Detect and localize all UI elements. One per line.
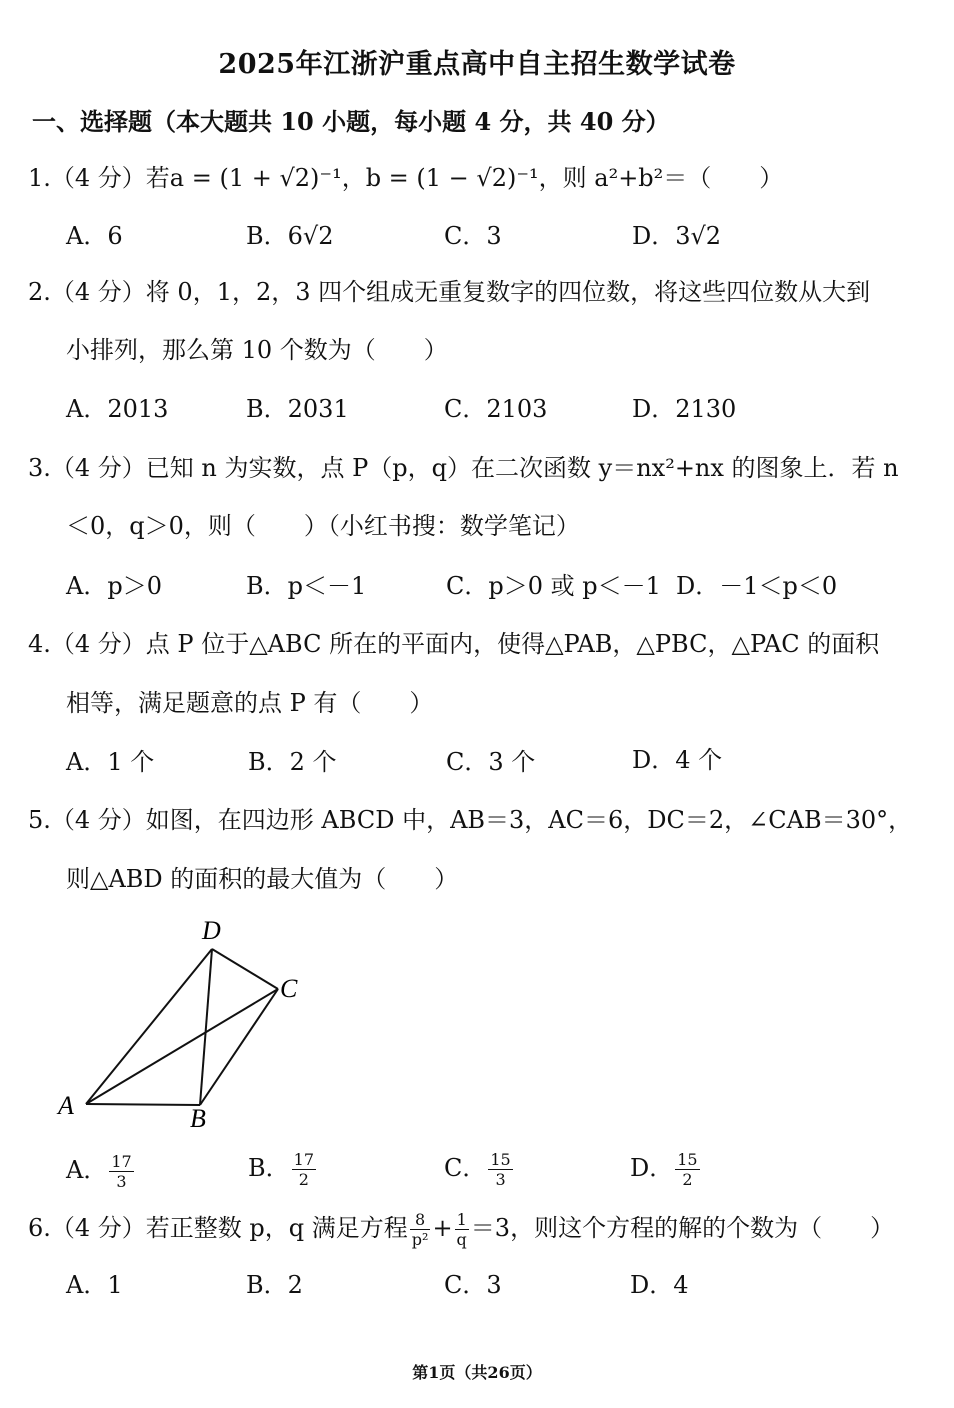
q6-prefix: 6.（4 分）若正整数 p，q 满足方程: [28, 1214, 408, 1242]
fraction: [488, 1150, 512, 1189]
q6-suffix: ＝3，则这个方程的解的个数为（ ）: [470, 1214, 895, 1242]
q5-option-c-letter: C．: [444, 1154, 487, 1182]
denominator: p²: [411, 1230, 429, 1249]
q2-line-2: 小排列，那么第 10 个数为（ ）: [66, 336, 448, 364]
q1-option-c[interactable]: C．3: [444, 222, 502, 250]
q3-option-c[interactable]: C．p＞0 或 p＜－1: [446, 572, 661, 600]
edge-ab: [86, 1104, 200, 1105]
q3-option-a[interactable]: A．p＞0: [66, 572, 162, 600]
q1-prefix: 1.（4 分）若: [28, 164, 170, 192]
label-b: B: [190, 1104, 206, 1133]
exam-title: 2025年江浙沪重点高中自主招生数学试卷: [218, 49, 736, 80]
q4-option-a[interactable]: A．1 个: [66, 748, 155, 776]
q1-b-expression: b = (1 − √2)⁻¹: [365, 164, 539, 192]
numerator: 15: [677, 1150, 698, 1169]
edge-da: [86, 949, 212, 1104]
q5-option-b[interactable]: [248, 1150, 318, 1189]
q3-option-b[interactable]: B．p＜－1: [246, 572, 367, 600]
q1-option-a[interactable]: A．6: [66, 222, 123, 250]
q6-option-c[interactable]: C．3: [444, 1271, 502, 1299]
edge-cd: [212, 949, 278, 989]
page-footer: 第1页（共26页）: [412, 1363, 542, 1382]
question-1: 1.（4 分）若a = (1 + √2)⁻¹，b = (1 − √2)⁻¹，则 a²+b²＝（ ）: [28, 164, 784, 192]
question-6: [28, 1210, 894, 1249]
numerator: 8: [410, 1210, 431, 1230]
q2-line-1: 2.（4 分）将 0，1，2，3 四个组成无重复数字的四位数，将这些四位数从大到: [28, 278, 871, 306]
q3-line-2: ＜0，q＞0，则（ ）（小红书搜：数学笔记）: [66, 512, 580, 540]
q4-line-1: 4.（4 分）点 P 位于△ABC 所在的平面内，使得△PAB，△PBC，△PAC 的面积: [28, 630, 880, 658]
q5-option-a-letter: A．: [66, 1156, 108, 1184]
q5-option-a[interactable]: [66, 1152, 136, 1191]
q4-option-c[interactable]: C．3 个: [446, 748, 536, 776]
quadrilateral-figure: [50, 912, 330, 1142]
fraction: [675, 1150, 699, 1189]
q5-line-1: 5.（4 分）如图，在四边形 ABCD 中，AB＝3，AC＝6，DC＝2，∠CAB＝30°，: [28, 806, 913, 834]
numerator: 1: [455, 1210, 469, 1230]
q6-option-b[interactable]: B．2: [246, 1271, 303, 1299]
diagonal-bd: [200, 949, 212, 1105]
label-a: A: [58, 1091, 74, 1120]
q5-option-c[interactable]: [444, 1150, 515, 1189]
q2-option-c[interactable]: C．2103: [444, 395, 548, 423]
q6-fraction-1: [410, 1210, 431, 1249]
q1-a-expression: a = (1 + √2)⁻¹: [169, 164, 342, 192]
denominator: q: [456, 1230, 467, 1249]
q4-option-b[interactable]: B．2 个: [248, 748, 337, 776]
denominator: 3: [495, 1170, 506, 1189]
q5-option-d[interactable]: [630, 1150, 702, 1189]
numerator: 15: [490, 1150, 511, 1169]
numerator: 17: [111, 1152, 132, 1171]
denominator: 3: [116, 1172, 127, 1191]
label-c: C: [280, 974, 298, 1003]
q4-option-d[interactable]: D．4 个: [632, 746, 723, 774]
q4-line-2: 相等，满足题意的点 P 有（ ）: [66, 689, 434, 717]
section-heading: 一、选择题（本大题共 10 小题，每小题 4 分，共 40 分）: [32, 107, 670, 136]
q6-fraction-2: [455, 1210, 469, 1249]
q1-option-d[interactable]: D．3√2: [632, 222, 722, 250]
diagonal-ac: [86, 989, 278, 1104]
q6-option-a[interactable]: A．1: [66, 1271, 123, 1299]
q2-option-b[interactable]: B．2031: [246, 395, 349, 423]
q5-option-d-letter: D．: [630, 1154, 674, 1182]
q2-option-d[interactable]: D．2130: [632, 395, 737, 423]
edge-bc: [200, 989, 278, 1105]
q1-option-b[interactable]: B．6√2: [246, 222, 334, 250]
q5-option-b-letter: B．: [248, 1154, 290, 1182]
denominator: 2: [682, 1170, 693, 1189]
q2-option-a[interactable]: A．2013: [66, 395, 169, 423]
fraction: [109, 1152, 133, 1191]
q6-plus: +: [432, 1214, 453, 1242]
label-d: D: [202, 916, 221, 945]
numerator: 17: [293, 1150, 314, 1169]
q3-option-d[interactable]: D．－1＜p＜0: [676, 572, 838, 600]
denominator: 2: [298, 1170, 309, 1189]
fraction: [292, 1150, 316, 1189]
q5-line-2: 则△ABD 的面积的最大值为（ ）: [66, 865, 459, 893]
q6-option-d[interactable]: D．4: [630, 1271, 689, 1299]
q3-line-1: 3.（4 分）已知 n 为实数，点 P（p，q）在二次函数 y＝nx²+nx 的图象上．若 n: [28, 454, 899, 482]
q1-tail: ，则 a²+b²＝（ ）: [538, 164, 784, 192]
